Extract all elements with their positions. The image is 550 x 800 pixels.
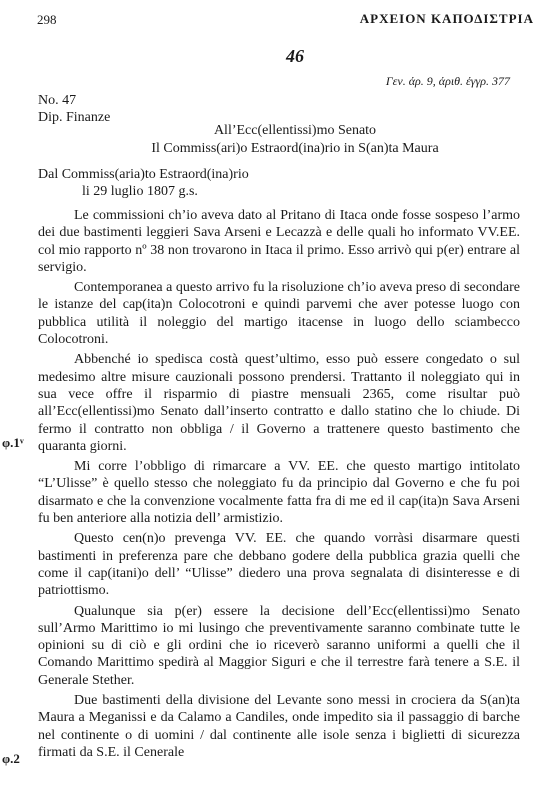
- reference-number: No. 47: [38, 93, 77, 108]
- paragraph: Le commissioni ch’io aveva dato al Pritano di Itaca onde fosse sospeso l’armo dei due bastimenti leggieri Sava Arseni e Lecazzà e delle quali ho informato VV.EE. col mio rapporto nº 38 non trovarono in Itaca il primo. Esso arrivò qui p(er) entrare al servigio.: [38, 208, 520, 275]
- paragraph: Qualunque sia p(er) essere la decisione dell’Ecc(ellentissi)mo Senato sull’Armo Marittimo io mi lusingo che preventivamente saranno combinate tutte le opinioni su di ciò e gli ordini che io riceverò saranno uniformi a quelli che il Comando Marittimo spedirà al Maggior Siguri e che il terrestre farà tenere a S.E. il Generale Stether.: [38, 603, 520, 688]
- paragraph: Due bastimenti della divisione del Levante sono messi in crociera da S(an)ta Maura a Meganissi e da Calamo a Candiles, onde impedito sia il passaggio di barche nel continente o di uomini / dal continente alle isole senza i biglietti di sicurezza firmati da S.E. il Cenerale: [38, 693, 520, 760]
- paragraph: Contemporanea a questo arrivo fu la risoluzione ch’io aveva preso di secondare le istanze del cap(ita)n Colocotroni e quindi parvemi che aver potesse luogo con pubblica utilità il noleggio del martigo itacense in luogo dello sciambecco Colocotroni.: [38, 280, 520, 348]
- source-note: Γεν. άρ. 9, άριθ. έγγρ. 377: [385, 74, 510, 88]
- margin-folio-note: φ.2: [2, 751, 20, 766]
- page-number: 298: [37, 12, 57, 27]
- paragraph: Questo cen(n)o prevenga VV. EE. che quando vorràsi disarmare questi bastimenti in preferenza pare che debbano godere della pubblica grazia quelli che come il cap(itani)o dell’ “Ulisse” diedero una prova segnalata di disinteresse e di patriottismo.: [38, 531, 520, 599]
- department: Dip. Finanze: [38, 110, 111, 125]
- running-title: ΑΡΧΕΙΟΝ ΚΑΠΟΔΙΣΤΡΙΑ: [359, 11, 534, 26]
- letter-body: [38, 207, 520, 764]
- sender-block: [38, 166, 249, 200]
- sender-line-1: Dal Commiss(aria)to Estraord(ina)rio: [38, 167, 249, 182]
- sender-date: li 29 luglio 1807 g.s.: [82, 184, 198, 199]
- addressee-line-1: All’Ecc(ellentissi)mo Senato: [213, 123, 377, 138]
- addressee-line-2: Il Commiss(ari)o Estraord(ina)rio in S(an)ta Maura: [151, 141, 439, 156]
- margin-folio-note: φ.1ᵛ: [2, 435, 24, 450]
- paragraph: Mi corre l’obbligo di rimarcare a VV. EE. che questo martigo intitolato “L’Ulisse” è quello stesso che noleggiato fu da principio dal Governo e che fu poi disarmato e che la convenzione vocalmente fatta fra di me ed il cap(ita)n Sava Arseni fu ben anteriore alla notizia dell’ armistizio.: [38, 459, 520, 527]
- paragraph: Abbenché io spedisca costà quest’ultimo, esso può essere congedato o sul medesimo altre misure cauzionali possono prendersi. Trattanto il noleggiato qui in sua vece offre il risparmio di piastre mensuali 2365, come risultar può all’Ecc(ellentissi)mo Senato dall’inserto contratto e dallo statino che lo chiude. Di fermo il contratto non obbliga / il Governo a trattenere questo bastimento che quaranta giorni.: [38, 352, 520, 454]
- document-number: 46: [286, 46, 304, 66]
